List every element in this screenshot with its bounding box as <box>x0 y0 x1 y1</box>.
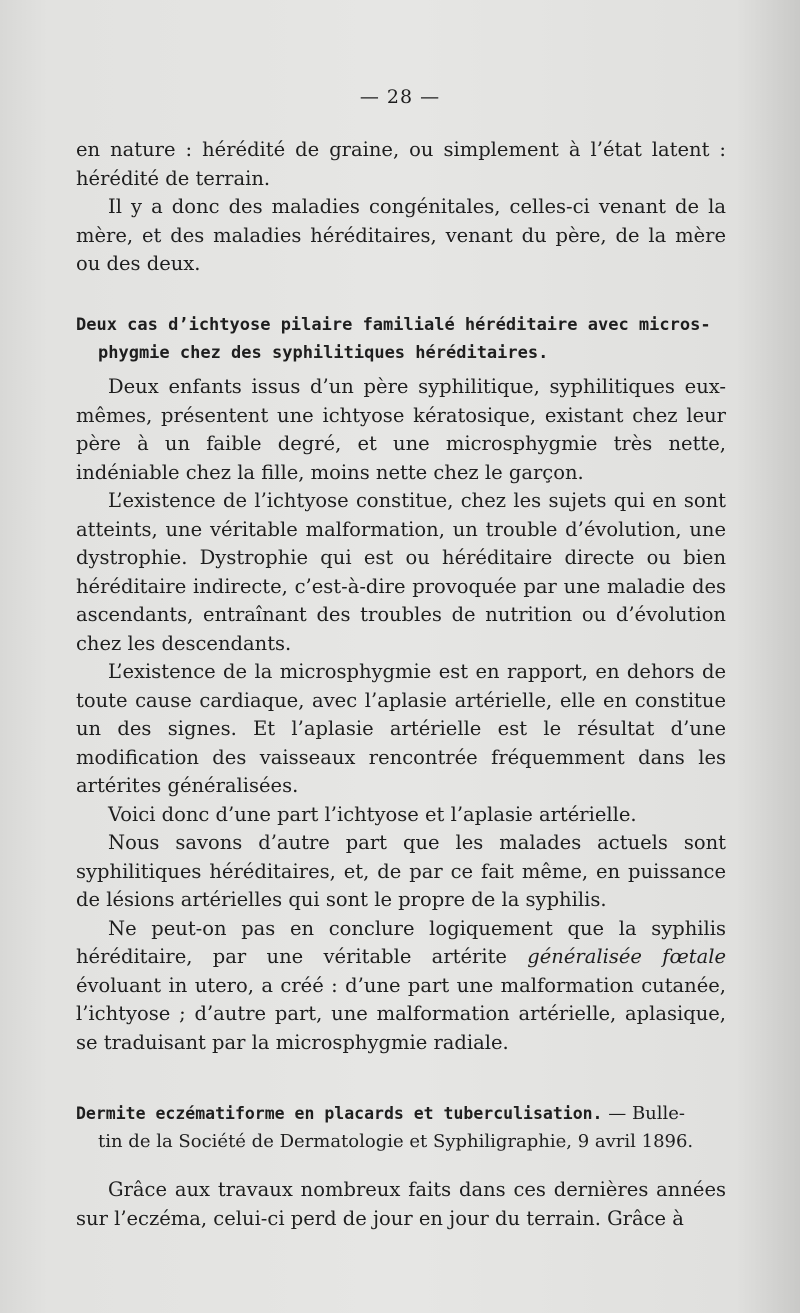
paragraph-grace: Grâce aux travaux nombreux faits dans ces dernières années sur l’eczéma, celui-ci perd de jour en jour du terrain. Grâce à <box>76 1178 726 1230</box>
conclusion-text-1: Ne peut-on pas en conclure logiquement que la syphilis héréditaire, par une véritable artérite <box>76 916 726 968</box>
conclusion-text-2: évoluant in utero, a créé : d’une part une malformation cutanée, l’ichtyose ; d’autre part, une malformation artérielle, aplasique, se traduisant par la microsphygmie radiale. <box>76 973 726 1054</box>
paragraph-deux-enfants: Deux enfants issus d’un père syphilitique, syphilitiques eux-mêmes, présentent une ichtyose kératosique, existant chez leur père à un faible degré, et une microsphygmie très nette, indéniable chez la fille, moins nette chez le garçon. <box>76 375 726 484</box>
paragraph-conclusion <box>76 915 726 1058</box>
paragraph-existence-microsphygmie: L’existence de la microsphygmie est en rapport, en dehors de toute cause cardiaque, avec l’aplasie artérielle, elle en constitue un des signes. Et l’aplasie artérielle est le résultat d’une modification des vaisseaux rencontrée fréquemment dans les artérites généralisées. <box>76 660 726 797</box>
intro-section <box>76 136 726 279</box>
heading-line-1: Deux cas d’ichtyose pilaire familialé héréditaire avec micros- <box>76 315 711 335</box>
paragraph-intro: en nature : hérédité de graine, ou simplement à l’état latent : hérédité de terrain. <box>76 138 726 190</box>
reference-title: Dermite eczématiforme en placards et tuberculisation. <box>76 1104 603 1123</box>
section-heading-ichtyose <box>76 311 726 367</box>
paragraph-voici: Voici donc d’une part l’ichtyose et l’aplasie artérielle. <box>108 802 637 826</box>
reference-dash: — Bulle- <box>602 1103 686 1124</box>
paragraph-congenital: Il y a donc des maladies congénitales, celles-ci venant de la mère, et des maladies héréditaires, venant du père, de la mère ou des deux. <box>76 195 726 275</box>
heading-line-2: phygmie chez des syphilitiques héréditaires. <box>98 343 549 363</box>
bibliographic-reference <box>76 1100 726 1156</box>
paragraph-nous-savons: Nous savons d’autre part que les malades actuels sont syphilitiques héréditaires, et, de par ce fait même, en puissance de lésions artérielles qui sont le propre de la syphilis. <box>76 831 726 911</box>
final-section <box>76 1176 726 1233</box>
conclusion-italic: généralisée fœtale <box>527 945 726 968</box>
reference-source: tin de la Société de Dermatologie et Syphiligraphie, 9 avril 1896. <box>98 1131 694 1152</box>
page-number: — 28 — <box>359 86 441 108</box>
paragraph-existence-ichtyose: L’existence de l’ichtyose constitue, chez les sujets qui en sont atteints, une véritable malformation, un trouble d’évolution, une dystrophie. Dystrophie qui est ou héréditaire directe ou bien héréditaire indirecte, c’est-à-dire provoquée par une maladie des ascendants, entraînant des troubles de nutrition ou d’évolution chez les descendants. <box>76 489 726 655</box>
body-section <box>76 373 726 1057</box>
